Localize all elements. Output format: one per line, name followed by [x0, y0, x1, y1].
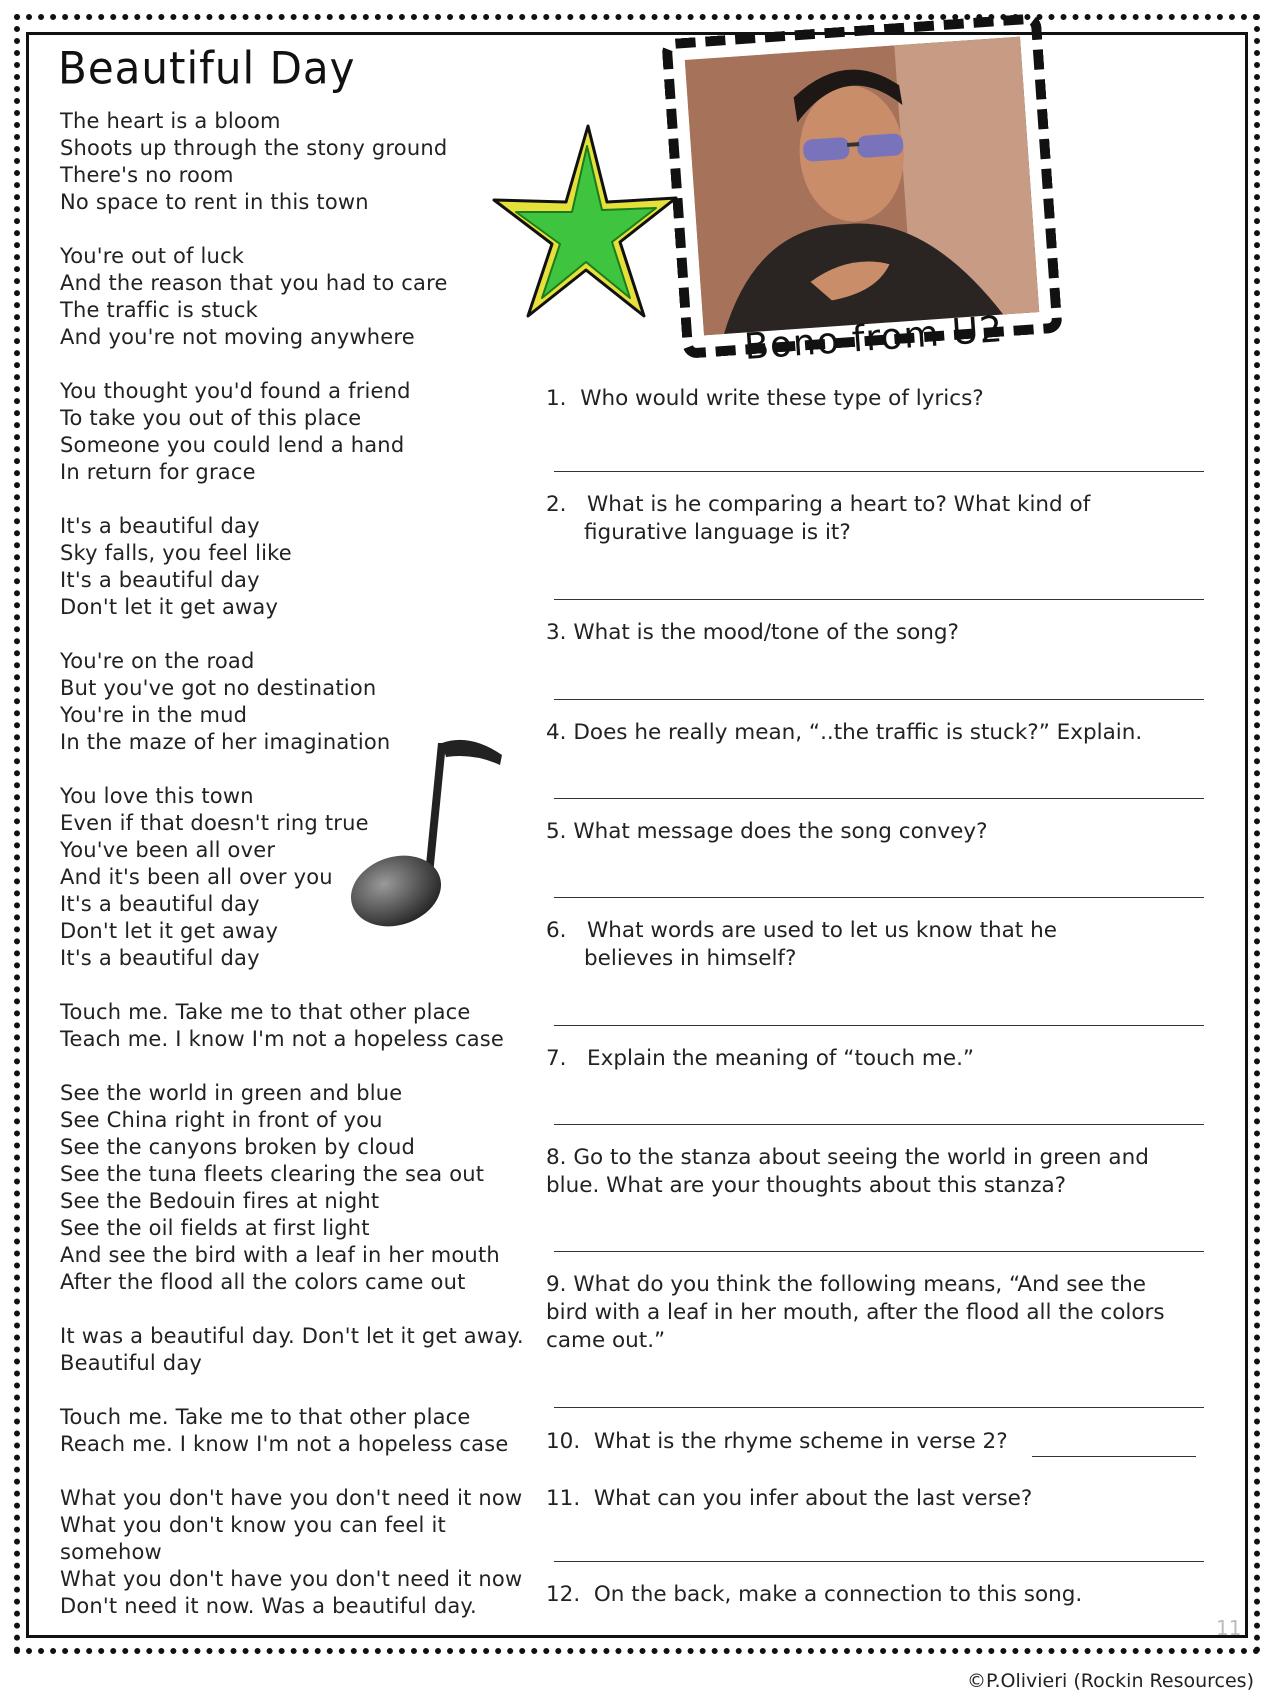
lyric-line: See the oil fields at first light — [60, 1216, 370, 1240]
stanza — [60, 1404, 560, 1458]
lyric-line: It's a beautiful day — [60, 568, 260, 592]
answer-line[interactable] — [1032, 1456, 1196, 1457]
lyric-line: Don't let it get away — [60, 595, 279, 619]
question-text: What words are used to let us know that he — [587, 918, 1057, 943]
lyric-line: Touch me. Take me to that other place — [60, 1405, 471, 1429]
question-number: 10. — [546, 1429, 581, 1454]
lyric-line: See China right in front of you — [60, 1108, 383, 1132]
lyric-line: There's no room — [60, 163, 234, 187]
lyric-line: See the tuna fleets clearing the sea out — [60, 1162, 485, 1186]
question-text: On the back, make a connection to this song. — [593, 1582, 1083, 1607]
question-text-2: bird with a leaf in her mouth, after the flood all the colors — [546, 1300, 1165, 1325]
stanza — [60, 513, 560, 621]
question-number: 3. — [546, 620, 567, 645]
stanza — [60, 1485, 560, 1620]
stanza — [60, 108, 560, 216]
lyric-line: And it's been all over you — [60, 865, 333, 889]
question-number: 11. — [546, 1486, 581, 1511]
question-number: 2. — [546, 492, 567, 517]
lyric-line: Teach me. I know I'm not a hopeless case — [60, 1027, 505, 1051]
lyric-line: In the maze of her imagination — [60, 730, 391, 754]
lyric-line: And see the bird with a leaf in her mouth — [60, 1243, 500, 1267]
question-text-3: came out.” — [546, 1328, 666, 1353]
lyric-line: See the world in green and blue — [60, 1081, 403, 1105]
lyric-line: You thought you'd found a friend — [60, 379, 411, 403]
answer-line[interactable] — [554, 471, 1204, 472]
lyric-line: And you're not moving anywhere — [60, 325, 415, 349]
lyric-line: It's a beautiful day — [60, 514, 260, 538]
lyric-line: You're out of luck — [60, 244, 245, 268]
lyric-line: Don't need it now. Was a beautiful day. — [60, 1594, 477, 1618]
lyric-line: somehow — [60, 1540, 162, 1564]
lyric-line: What you don't know you can feel it — [60, 1513, 446, 1537]
stanza — [60, 378, 560, 486]
answer-line[interactable] — [554, 1251, 1204, 1252]
answer-line[interactable] — [554, 599, 1204, 600]
lyric-line: You've been all over — [60, 838, 276, 862]
question-4 — [546, 719, 1206, 747]
question-11 — [546, 1485, 1206, 1513]
lyric-line: After the flood all the colors came out — [60, 1270, 466, 1294]
question-number: 8. — [546, 1145, 567, 1170]
stanza — [60, 1323, 560, 1377]
lyric-line: Even if that doesn't ring true — [60, 811, 369, 835]
question-text: Does he really mean, “..the traffic is stuck?” Explain. — [573, 720, 1143, 745]
photo-caption: Bono from U2 — [742, 308, 1005, 369]
question-text: What is he comparing a heart to? What kind of — [587, 492, 1091, 517]
lyric-line: No space to rent in this town — [60, 190, 369, 214]
lyric-line: See the Bedouin fires at night — [60, 1189, 380, 1213]
lyric-line: But you've got no destination — [60, 676, 377, 700]
lyric-line: Shoots up through the stony ground — [60, 136, 448, 160]
page-number: 11 — [1216, 1616, 1242, 1640]
answer-line[interactable] — [554, 1124, 1204, 1125]
stanza — [60, 1080, 560, 1296]
lyric-line: What you don't have you don't need it now — [60, 1486, 523, 1510]
question-text: What can you infer about the last verse? — [593, 1486, 1033, 1511]
lyric-line: Sky falls, you feel like — [60, 541, 292, 565]
question-10 — [546, 1428, 1206, 1456]
question-number: 6. — [546, 918, 567, 943]
question-text: Go to the stanza about seeing the world in green and — [573, 1145, 1149, 1170]
question-number: 5. — [546, 819, 567, 844]
song-title: Beautiful Day — [58, 42, 356, 95]
music-note-icon — [350, 735, 510, 935]
lyric-line: It was a beautiful day. Don't let it get away. — [60, 1324, 524, 1348]
question-number: 4. — [546, 720, 567, 745]
question-text: Who would write these type of lyrics? — [580, 386, 984, 411]
answer-line[interactable] — [554, 1407, 1204, 1408]
question-2 — [546, 491, 1206, 547]
photo-frame — [661, 13, 1062, 359]
lyric-line: Beautiful day — [60, 1351, 203, 1375]
question-number: 12. — [546, 1582, 581, 1607]
lyric-line: You're on the road — [60, 649, 255, 673]
question-text-2: blue. What are your thoughts about this stanza? — [546, 1173, 1067, 1198]
question-number: 9. — [546, 1272, 567, 1297]
lyric-line: The traffic is stuck — [60, 298, 258, 322]
answer-line[interactable] — [554, 897, 1204, 898]
copyright: ©P.Olivieri (Rockin Resources) — [966, 1670, 1254, 1692]
question-text: What is the rhyme scheme in verse 2? — [593, 1429, 1008, 1454]
stanza — [60, 243, 560, 351]
question-text-2: figurative language is it? — [584, 520, 851, 545]
question-number: 1. — [546, 386, 567, 411]
answer-line[interactable] — [554, 1561, 1204, 1562]
answer-line[interactable] — [554, 798, 1204, 799]
question-7 — [546, 1045, 1206, 1073]
lyric-line: You're in the mud — [60, 703, 248, 727]
question-number: 7. — [546, 1046, 567, 1071]
question-12 — [546, 1581, 1206, 1609]
question-8 — [546, 1144, 1206, 1200]
question-9 — [546, 1271, 1206, 1355]
lyric-line: Reach me. I know I'm not a hopeless case — [60, 1432, 509, 1456]
lyric-line: Touch me. Take me to that other place — [60, 1000, 471, 1024]
question-6 — [546, 917, 1206, 973]
star-icon — [490, 120, 680, 320]
lyric-line: In return for grace — [60, 460, 256, 484]
answer-line[interactable] — [554, 1025, 1204, 1026]
question-text: What is the mood/tone of the song? — [573, 620, 959, 645]
question-3 — [546, 619, 1206, 647]
lyric-line: You love this town — [60, 784, 254, 808]
lyric-line: It's a beautiful day — [60, 892, 260, 916]
question-text: What do you think the following means, “And see the — [573, 1272, 1147, 1297]
lyric-line: To take you out of this place — [60, 406, 362, 430]
lyric-line: And the reason that you had to care — [60, 271, 448, 295]
lyric-line: See the canyons broken by cloud — [60, 1135, 416, 1159]
lyric-line: Don't let it get away — [60, 919, 279, 943]
lyric-line: The heart is a bloom — [60, 109, 281, 133]
lyric-line: Someone you could lend a hand — [60, 433, 405, 457]
question-5 — [546, 818, 1206, 846]
portrait-illustration — [685, 37, 1039, 336]
stanza — [60, 999, 560, 1053]
bono-photo — [685, 37, 1039, 336]
lyric-line: What you don't have you don't need it now — [60, 1567, 523, 1591]
question-text: What message does the song convey? — [573, 819, 988, 844]
question-text: Explain the meaning of “touch me.” — [587, 1046, 975, 1071]
lyric-line: It's a beautiful day — [60, 946, 260, 970]
question-text-2: believes in himself? — [584, 946, 797, 971]
answer-line[interactable] — [554, 699, 1204, 700]
question-1 — [546, 385, 1206, 413]
